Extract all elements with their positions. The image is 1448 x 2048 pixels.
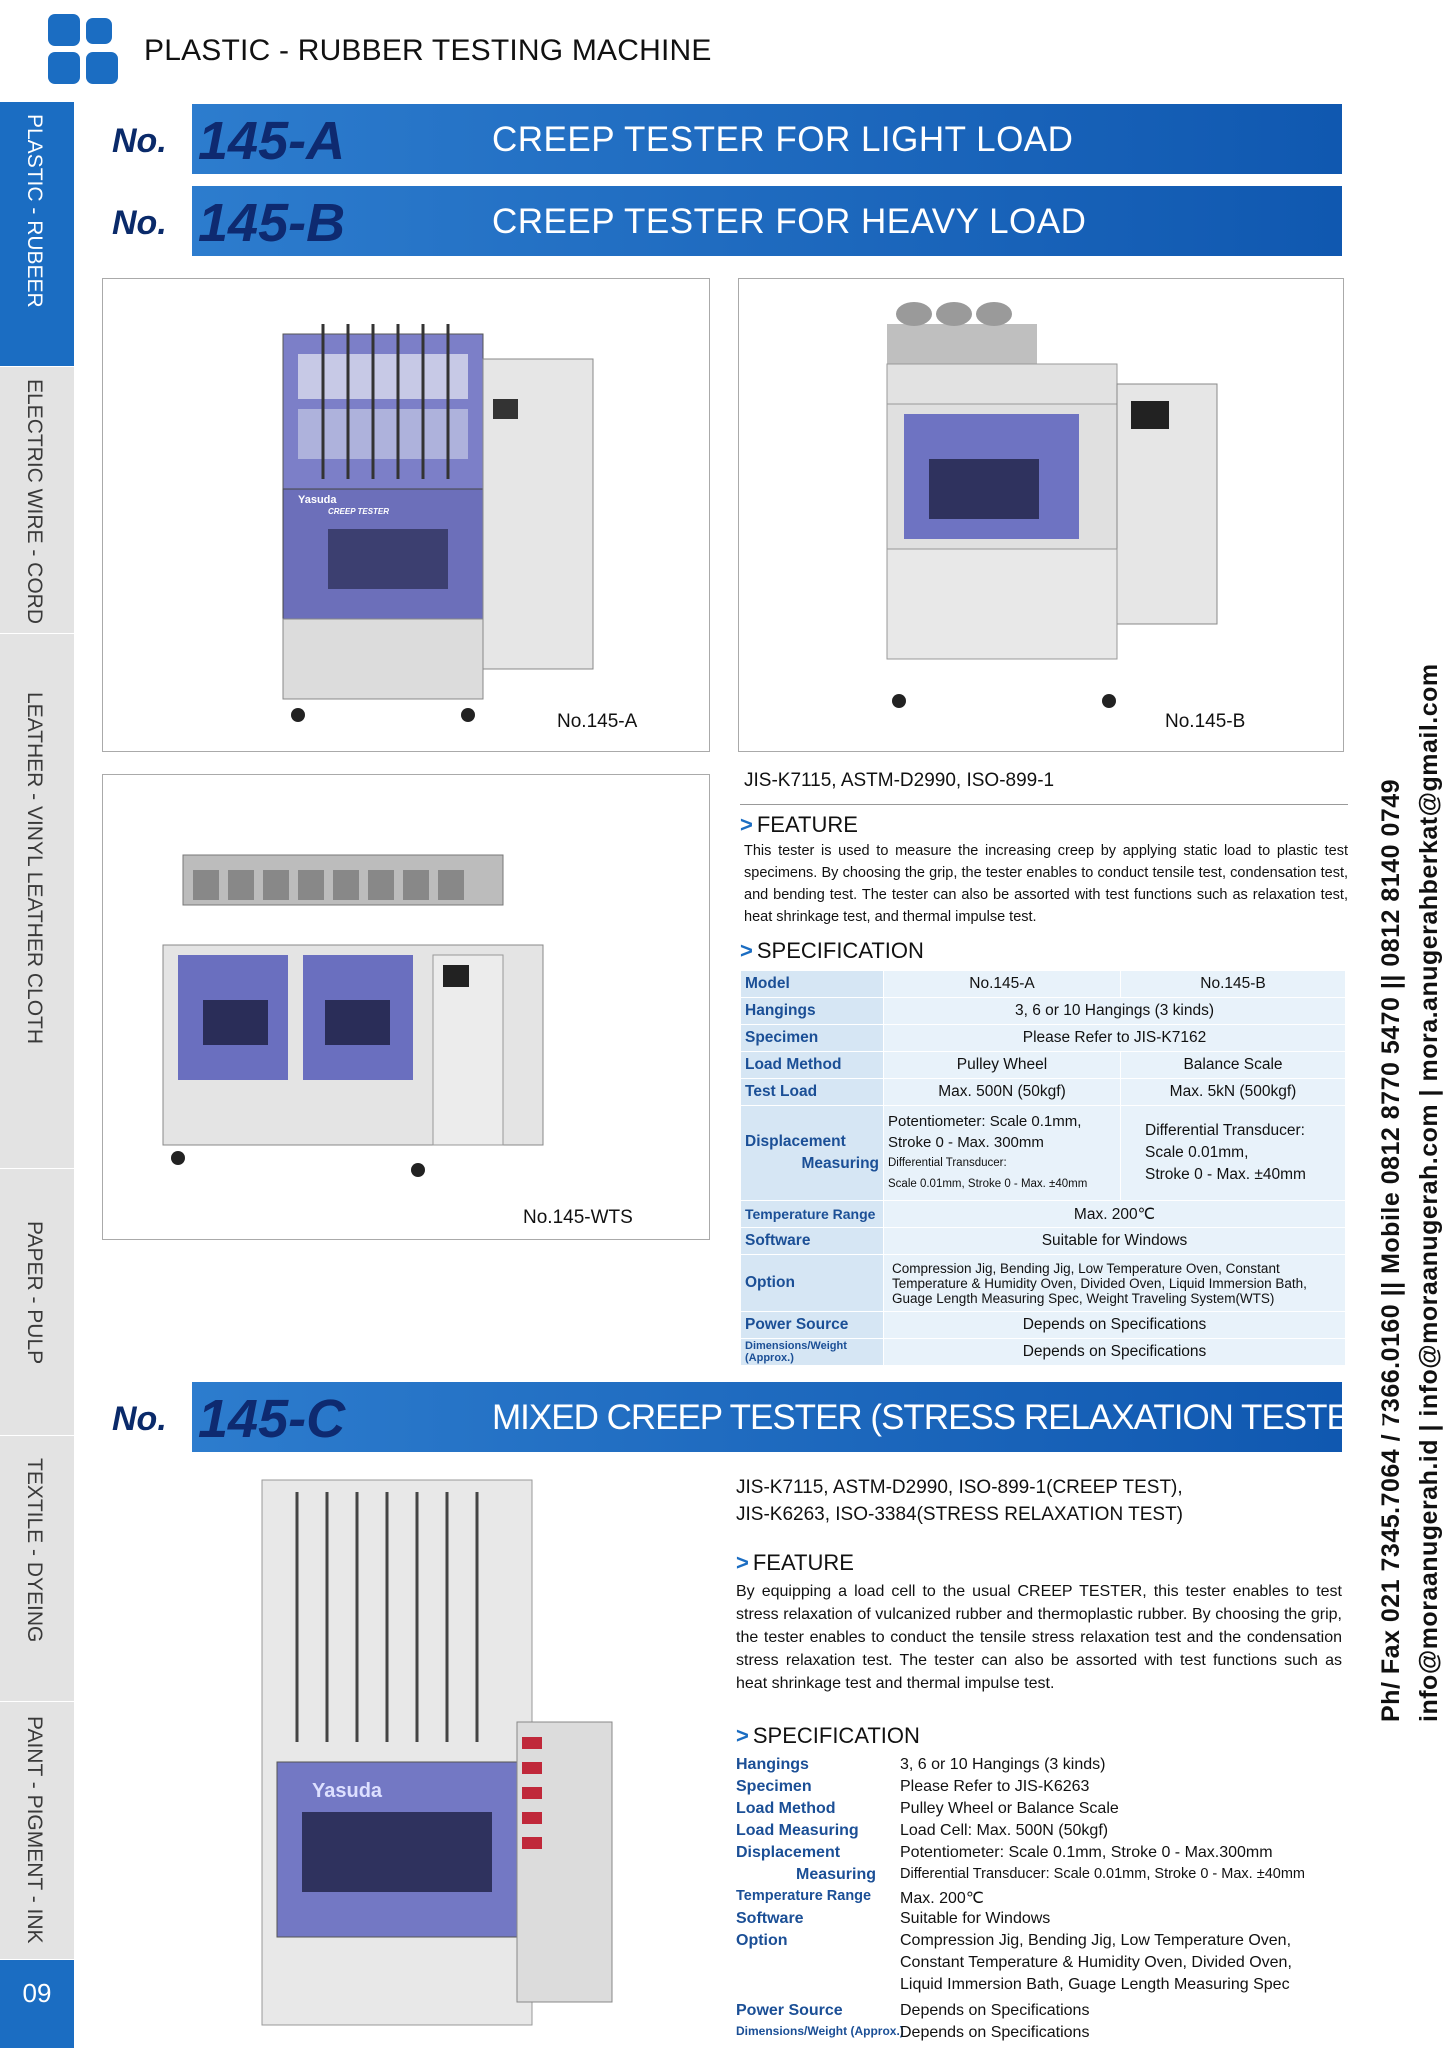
spec-row <box>736 1800 1342 1822</box>
title-bar-145a: No. 145-A CREEP TESTER FOR LIGHT LOAD <box>102 104 1342 174</box>
table-row: Displacement Measuring Potentiometer: Scale 0.1mm, Stroke 0 - Max. 300mm Differential Transducer: Scale 0.01mm, Stroke 0 - Max. ±40mm Differential Transducer: Scale 0.01mm, Stroke 0 - Max. ±40mm <box>741 1106 1346 1201</box>
spec-value: Liquid Immersion Bath, Guage Length Measuring Spec <box>900 1976 1290 1993</box>
spec-row <box>736 1844 1342 1866</box>
table-row: Temperature Range Max. 200℃ <box>741 1201 1346 1228</box>
title-bar-145b: No. 145-B CREEP TESTER FOR HEAVY LOAD <box>102 186 1342 256</box>
spec-list-c <box>736 1756 1342 2046</box>
table-row: Specimen Please Refer to JIS-K7162 <box>741 1025 1346 1052</box>
model-number: 145-A <box>198 111 346 171</box>
photo-145b <box>738 278 1344 752</box>
caption-145wts: No.145-WTS <box>523 1207 633 1228</box>
spec-table-ab <box>740 970 1346 1366</box>
caption-145a: No.145-A <box>557 711 638 732</box>
spec-row <box>736 1932 1342 1954</box>
spec-value: Constant Temperature & Humidity Oven, Divided Oven, <box>900 1954 1292 1971</box>
side-tab-electric-wire[interactable]: ELECTRIC WIRE - CORD <box>0 367 74 634</box>
model-number: 145-B <box>198 193 346 253</box>
table-row: Hangings 3, 6 or 10 Hangings (3 kinds) <box>741 998 1346 1025</box>
spec-label: Hangings <box>736 1756 809 1773</box>
contact-info <box>1372 582 1448 1722</box>
model-title: CREEP TESTER FOR LIGHT LOAD <box>492 120 1074 159</box>
spec-value: Load Cell: Max. 500N (50kgf) <box>900 1822 1109 1839</box>
page-title: PLASTIC - RUBBER TESTING MACHINE <box>144 34 712 67</box>
contact-email: info@moraanugerah.id | info@moraanugerah.com | mora.anugerahberkat@gmail.com <box>1415 663 1443 1722</box>
spec-label: Measuring <box>796 1866 877 1883</box>
spec-value: 3, 6 or 10 Hangings (3 kinds) <box>900 1756 1106 1773</box>
spec-label: Dimensions/Weight (Approx.) <box>736 2024 904 2038</box>
machine-brand-label: Yasuda <box>298 494 337 506</box>
caption-145b: No.145-B <box>1165 711 1246 732</box>
machine-145wts-illustration <box>103 775 709 1239</box>
spec-heading-ab: > SPECIFICATION <box>740 938 924 963</box>
brand-logo <box>48 14 120 86</box>
spec-heading-c: > SPECIFICATION <box>736 1723 920 1748</box>
spec-value: Depends on Specifications <box>900 2002 1090 2019</box>
feature-text-c: By equipping a load cell to the usual CREEP TESTER, this tester enables to test stress relaxation of vulcanized rubber and thermoplastic rubber. By choosing the grip, the tester enables to conduct the tensile stress relaxation test and the condensation stress relaxation test. The tester can also be assorted with test functions such as heat shrinkage test and thermal impulse test. <box>736 1583 1342 1692</box>
chevron-right-icon: > <box>736 1723 749 1748</box>
side-tab-paint-pigment[interactable]: PAINT - PIGMENT - INK <box>0 1702 74 1960</box>
machine-145c-illustration <box>102 1462 708 2042</box>
spec-value: Please Refer to JIS-K6263 <box>900 1778 1090 1795</box>
table-row: Load Method Pulley Wheel Balance Scale <box>741 1052 1346 1079</box>
spec-label: Software <box>736 1910 804 1927</box>
spec-row <box>736 1910 1342 1932</box>
machine-brand-label: Yasuda <box>312 1780 383 1802</box>
model-title: CREEP TESTER FOR HEAVY LOAD <box>492 202 1087 241</box>
divider <box>740 804 1348 805</box>
spec-value: Differential Transducer: Scale 0.01mm, Stroke 0 - Max. ±40mm <box>900 1866 1305 1882</box>
spec-row <box>736 1756 1342 1778</box>
title-bar-145c: No. 145-C MIXED CREEP TESTER (STRESS RELAXATION TESTER) <box>102 1382 1342 1452</box>
side-tab-paper-pulp[interactable]: PAPER - PULP <box>0 1169 74 1436</box>
chevron-right-icon: > <box>740 938 753 963</box>
table-row: Power Source Depends on Specifications <box>741 1312 1346 1339</box>
side-tab-textile-dyeing[interactable]: TEXTILE - DYEING <box>0 1436 74 1702</box>
spec-label: Load Method <box>736 1800 836 1817</box>
spec-label: Power Source <box>736 2002 843 2019</box>
spec-row <box>736 1822 1342 1844</box>
feature-heading-ab: > FEATURE <box>740 812 858 837</box>
spec-label: Specimen <box>736 1778 812 1795</box>
table-row: Option Compression Jig, Bending Jig, Low Temperature Oven, Constant Temperature & Humidity Oven, Divided Oven, Liquid Immersion Bath, Guage Length Measuring Spec, Weight Traveling System(WTS) <box>741 1255 1346 1312</box>
spec-row <box>736 2002 1342 2024</box>
spec-row <box>736 1778 1342 1800</box>
side-tab-leather[interactable]: LEATHER - VINYL LEATHER CLOTH <box>0 634 74 1169</box>
photo-145wts <box>102 774 710 1240</box>
spec-label: Displacement <box>736 1844 841 1861</box>
machine-145b-illustration <box>739 279 1343 751</box>
page-number: 09 <box>0 1960 74 2048</box>
spec-value: Depends on Specifications <box>900 2024 1090 2041</box>
spec-value: Pulley Wheel or Balance Scale <box>900 1800 1119 1817</box>
spec-value: Suitable for Windows <box>900 1910 1051 1927</box>
table-row: Software Suitable for Windows <box>741 1228 1346 1255</box>
table-row: Dimensions/Weight (Approx.) Depends on Specifications <box>741 1339 1346 1366</box>
feature-text-ab: This tester is used to measure the increasing creep by applying static load to plastic test specimens. By choosing the grip, the tester enables to conduct tensile test, condensation test, and bending test. The tester can also be assorted with test functions such as relaxation test, heat shrinkage test, and thermal impulse test. <box>744 843 1348 925</box>
spec-value: Potentiometer: Scale 0.1mm, Stroke 0 - Max.300mm <box>900 1844 1273 1861</box>
spec-row <box>736 1954 1342 1976</box>
chevron-right-icon: > <box>736 1550 749 1575</box>
standards-c: JIS-K7115, ASTM-D2990, ISO-899-1(CREEP TEST), JIS-K6263, ISO-3384(STRESS RELAXATION TEST) <box>736 1477 1184 1525</box>
model-title: MIXED CREEP TESTER (STRESS RELAXATION TESTER) <box>492 1398 1384 1437</box>
spec-label: Temperature Range <box>736 1888 872 1904</box>
chevron-right-icon: > <box>740 812 753 837</box>
spec-label: Option <box>736 1932 788 1949</box>
photo-145c <box>102 1462 708 2042</box>
side-tab-plastic-rubber[interactable]: PLASTIC - RUBEER <box>0 102 74 367</box>
machine-145a-illustration <box>103 279 709 751</box>
model-number: 145-C <box>198 1389 346 1449</box>
spec-row <box>736 1866 1342 1888</box>
spec-row <box>736 1888 1342 1910</box>
spec-value: Compression Jig, Bending Jig, Low Temperature Oven, <box>900 1932 1292 1949</box>
table-row: Model No.145-A No.145-B <box>741 971 1346 998</box>
spec-row <box>736 2024 1342 2046</box>
contact-phone: Ph/ Fax 021 7345.7064 / 7366.0160 || Mobile 0812 8770 5470 || 0812 8140 0749 <box>1377 778 1405 1722</box>
standards-ab: JIS-K7115, ASTM-D2990, ISO-899-1 <box>744 770 1055 791</box>
spec-value: Max. 200℃ <box>900 1890 984 1907</box>
feature-heading-c: > FEATURE <box>736 1550 854 1575</box>
machine-model-label: CREEP TESTER <box>328 507 390 516</box>
spec-row <box>736 1976 1342 1998</box>
spec-label: Load Measuring <box>736 1822 859 1839</box>
table-row: Test Load Max. 500N (50kgf) Max. 5kN (500kgf) <box>741 1079 1346 1106</box>
photo-145a <box>102 278 710 752</box>
